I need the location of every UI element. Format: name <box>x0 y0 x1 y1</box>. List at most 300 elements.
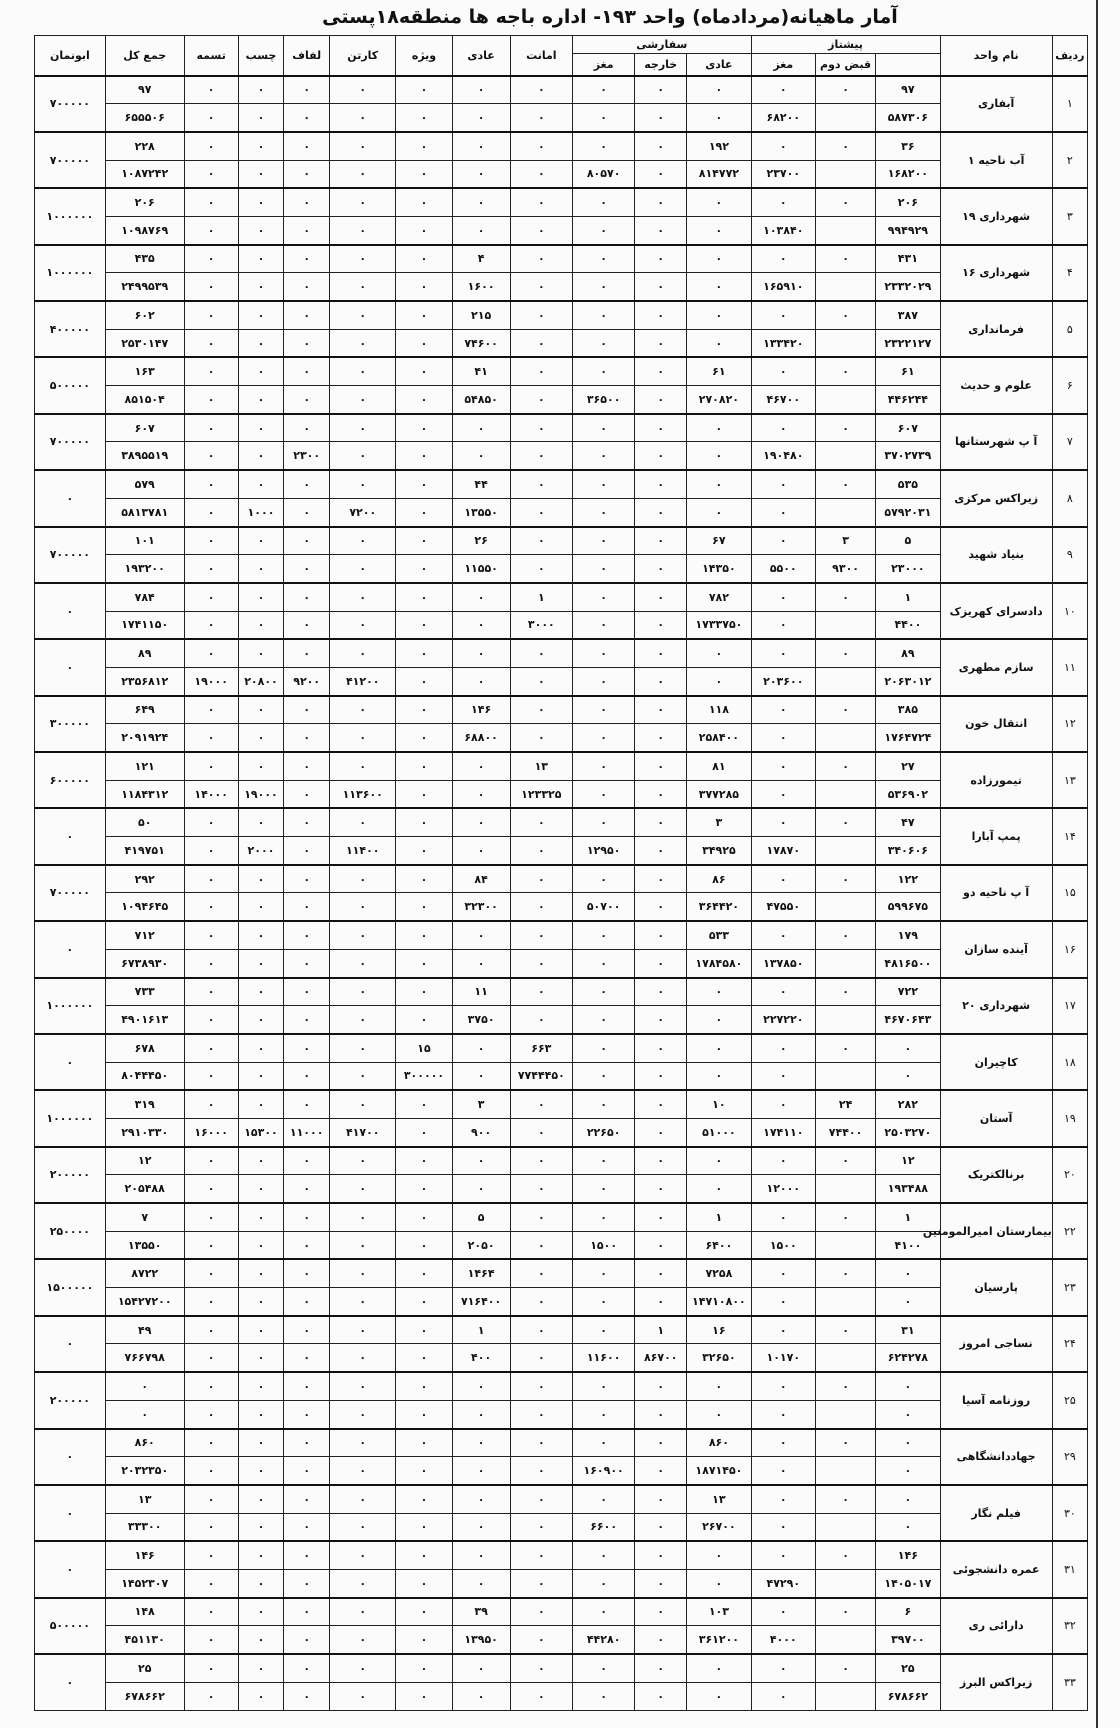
data-cell: ۰ <box>572 132 634 160</box>
data-cell: ۳۷۷۲۸۵ <box>687 780 751 808</box>
data-cell: ۱۴۶ <box>876 1541 940 1569</box>
data-cell: ۹۳۰۰ <box>815 555 875 583</box>
data-cell: ۰ <box>635 780 687 808</box>
data-cell: ۰ <box>184 1682 238 1710</box>
data-cell: ۰ <box>815 978 875 1006</box>
data-cell: ۲۲۸ <box>105 132 184 160</box>
data-cell: ۰ <box>238 1147 284 1175</box>
data-cell: ۰ <box>238 442 284 470</box>
data-cell: ۷۱۶۴۰۰ <box>452 1288 510 1316</box>
data-cell: ۱۹۳۲۰۰ <box>105 555 184 583</box>
data-cell: ۰ <box>105 1372 184 1400</box>
data-cell: ۰ <box>396 978 452 1006</box>
data-cell: ۰ <box>510 329 572 357</box>
data-cell: ۳۳۳۰۰ <box>105 1513 184 1541</box>
data-cell: ۰ <box>572 216 634 244</box>
row-number: ۶ <box>1052 357 1087 413</box>
data-cell: ۵۰۷۰۰ <box>572 893 634 921</box>
data-cell: ۰ <box>687 1372 751 1400</box>
table-row <box>35 1203 1088 1231</box>
data-cell: ۱۰۹۴۶۴۵ <box>105 893 184 921</box>
data-cell: ۰ <box>751 498 815 526</box>
data-cell: ۰ <box>510 1372 572 1400</box>
data-cell: ۱۲۰۰۰ <box>751 1175 815 1203</box>
data-cell: ۷۶۶۷۹۸ <box>105 1344 184 1372</box>
data-cell: ۰ <box>452 1034 510 1062</box>
data-cell: ۱ <box>687 1203 751 1231</box>
data-cell: ۰ <box>238 386 284 414</box>
data-cell: ۰ <box>184 1598 238 1626</box>
data-cell: ۰ <box>687 1400 751 1428</box>
table-row <box>35 1429 1088 1457</box>
data-cell: ۰ <box>635 1569 687 1597</box>
data-cell: ۰ <box>330 1090 396 1118</box>
data-cell: ۰ <box>572 527 634 555</box>
data-cell: ۰ <box>572 273 634 301</box>
data-cell: ۴۱۰۰ <box>876 1231 940 1259</box>
row-number: ۱۴ <box>1052 808 1087 864</box>
unit-name-cell: انتقال خون <box>940 696 1052 752</box>
data-cell: ۰ <box>330 160 396 188</box>
data-cell: ۱۱۶۰۰ <box>572 1344 634 1372</box>
data-cell: ۰ <box>238 1485 284 1513</box>
data-cell: ۱۳۹۵۰ <box>452 1626 510 1654</box>
data-cell: ۰ <box>238 639 284 667</box>
abonman-cell: ۵۰۰۰۰۰ <box>35 1598 106 1654</box>
data-cell: ۰ <box>330 1062 396 1090</box>
data-cell: ۰ <box>815 1598 875 1626</box>
data-cell: ۰ <box>184 752 238 780</box>
unit-name-cell: دارائی ری <box>940 1598 1052 1654</box>
abonman-cell: ۲۵۰۰۰۰ <box>35 1203 106 1259</box>
data-cell: ۰ <box>635 921 687 949</box>
data-cell <box>815 1006 875 1034</box>
data-cell: ۰ <box>572 978 634 1006</box>
header-vizheh: ویژه <box>396 36 452 76</box>
data-cell: ۰ <box>396 752 452 780</box>
row-number: ۲۰ <box>1052 1147 1087 1203</box>
data-cell: ۵۳۳ <box>687 921 751 949</box>
table-row <box>35 780 1088 808</box>
abonman-cell: ۷۰۰۰۰۰ <box>35 76 106 132</box>
data-cell: ۰ <box>330 583 396 611</box>
table-row <box>35 837 1088 865</box>
data-cell: ۵۳۶۹۰۲ <box>876 780 940 808</box>
data-cell: ۸۰۴۴۴۵۰ <box>105 1062 184 1090</box>
data-cell: ۰ <box>635 245 687 273</box>
row-number: ۱۰ <box>1052 583 1087 639</box>
data-cell: ۰ <box>184 808 238 836</box>
table-row <box>35 1147 1088 1175</box>
header-kartan: کارتن <box>330 36 396 76</box>
data-cell: ۰ <box>284 583 330 611</box>
data-cell: ۱۴۸ <box>105 1598 184 1626</box>
data-cell: ۱۳ <box>687 1485 751 1513</box>
unit-name-cell: شهرداری ۲۰ <box>940 978 1052 1034</box>
data-cell: ۰ <box>751 1288 815 1316</box>
data-cell: ۰ <box>284 329 330 357</box>
data-cell: ۴۴ <box>452 470 510 498</box>
data-cell: ۰ <box>751 414 815 442</box>
data-cell: ۰ <box>635 1259 687 1287</box>
data-cell: ۱۱۸ <box>687 696 751 724</box>
data-cell: ۱۶۰۰ <box>452 273 510 301</box>
data-cell <box>815 949 875 977</box>
data-cell: ۰ <box>635 357 687 385</box>
data-cell: ۰ <box>876 1513 940 1541</box>
data-cell: ۸۱ <box>687 752 751 780</box>
table-row <box>35 188 1088 216</box>
data-cell: ۲۶۷۰۰ <box>687 1513 751 1541</box>
data-cell: ۲۰۰۰ <box>238 837 284 865</box>
data-cell: ۰ <box>876 1372 940 1400</box>
data-cell: ۰ <box>105 1400 184 1428</box>
data-cell: ۰ <box>238 978 284 1006</box>
data-cell: ۰ <box>635 1457 687 1485</box>
data-cell: ۰ <box>510 188 572 216</box>
data-cell: ۰ <box>330 893 396 921</box>
unit-name-cell: نساجی امروز <box>940 1316 1052 1372</box>
data-cell: ۰ <box>751 865 815 893</box>
data-cell: ۰ <box>184 555 238 583</box>
data-cell: ۴۴۶۲۴۴ <box>876 386 940 414</box>
data-cell: ۰ <box>184 1034 238 1062</box>
table-row <box>35 1090 1088 1118</box>
data-cell: ۰ <box>330 1006 396 1034</box>
data-cell: ۰ <box>635 1288 687 1316</box>
data-cell <box>815 667 875 695</box>
data-cell: ۳۷۵۰ <box>452 1006 510 1034</box>
unit-name-cell: بنیاد شهید <box>940 527 1052 583</box>
data-cell: ۰ <box>687 301 751 329</box>
data-cell: ۰ <box>238 1259 284 1287</box>
data-cell: ۰ <box>635 696 687 724</box>
data-cell: ۱۵۰۰ <box>572 1231 634 1259</box>
data-cell: ۰ <box>635 724 687 752</box>
data-cell: ۰ <box>330 414 396 442</box>
data-cell: ۰ <box>510 498 572 526</box>
data-cell: ۰ <box>751 696 815 724</box>
data-cell: ۰ <box>687 978 751 1006</box>
data-cell: ۷۸۴ <box>105 583 184 611</box>
data-cell: ۱۴۷۱۰۸۰۰ <box>687 1288 751 1316</box>
data-cell: ۵۷۹۲۰۳۱ <box>876 498 940 526</box>
row-number: ۱۹ <box>1052 1090 1087 1146</box>
data-cell: ۰ <box>687 329 751 357</box>
data-cell: ۴ <box>452 245 510 273</box>
row-number: ۸ <box>1052 470 1087 526</box>
data-cell: ۲۳۳۲۰۲۹ <box>876 273 940 301</box>
data-cell: ۰ <box>184 837 238 865</box>
header-unit-name: نام واحد <box>940 36 1052 76</box>
data-cell: ۰ <box>572 921 634 949</box>
table-row <box>35 160 1088 188</box>
data-cell: ۰ <box>751 1062 815 1090</box>
data-cell: ۱۲ <box>105 1147 184 1175</box>
data-cell: ۱ <box>876 583 940 611</box>
table-row <box>35 1485 1088 1513</box>
data-cell: ۰ <box>396 132 452 160</box>
data-cell: ۰ <box>635 386 687 414</box>
data-cell: ۱۴۵۲۳۰۷ <box>105 1569 184 1597</box>
data-cell: ۰ <box>184 1400 238 1428</box>
data-cell: ۰ <box>396 555 452 583</box>
data-cell: ۰ <box>184 1203 238 1231</box>
data-cell: ۰ <box>815 583 875 611</box>
data-cell: ۰ <box>635 1006 687 1034</box>
data-cell: ۰ <box>330 1203 396 1231</box>
data-cell: ۰ <box>284 470 330 498</box>
data-cell: ۰ <box>284 893 330 921</box>
table-row <box>35 414 1088 442</box>
data-cell: ۰ <box>284 696 330 724</box>
row-number: ۲۵ <box>1052 1372 1087 1428</box>
data-cell: ۱۰۳۸۴۰ <box>751 216 815 244</box>
data-cell: ۱۶۳ <box>105 357 184 385</box>
unit-name-cell: دادسرای کهریزک <box>940 583 1052 639</box>
data-cell: ۳۸۹۵۵۱۹ <box>105 442 184 470</box>
data-cell: ۱۰۳ <box>687 1598 751 1626</box>
data-cell: ۰ <box>815 808 875 836</box>
abonman-cell: ۵۰۰۰۰۰ <box>35 357 106 413</box>
data-cell: ۰ <box>751 752 815 780</box>
table-row <box>35 329 1088 357</box>
data-cell: ۲۶ <box>452 527 510 555</box>
data-cell: ۰ <box>815 921 875 949</box>
data-cell: ۰ <box>510 1090 572 1118</box>
data-cell: ۰ <box>510 1344 572 1372</box>
data-cell: ۰ <box>238 1654 284 1682</box>
data-cell: ۰ <box>510 301 572 329</box>
data-cell: ۰ <box>396 386 452 414</box>
data-cell: ۰ <box>184 639 238 667</box>
data-cell: ۴۶۷۰۰ <box>751 386 815 414</box>
data-cell: ۰ <box>687 1175 751 1203</box>
data-cell: ۷۴۴۰۰ <box>815 1118 875 1146</box>
data-cell: ۰ <box>330 1541 396 1569</box>
data-cell: ۰ <box>635 1513 687 1541</box>
abonman-cell: ۰ <box>35 1541 106 1597</box>
data-cell: ۸۹ <box>105 639 184 667</box>
data-cell: ۰ <box>635 611 687 639</box>
data-cell: ۰ <box>238 1541 284 1569</box>
data-cell: ۰ <box>751 132 815 160</box>
data-cell: ۰ <box>687 104 751 132</box>
data-cell: ۲۰۳۶۰۰ <box>751 667 815 695</box>
data-cell: ۰ <box>184 216 238 244</box>
data-cell: ۲۳۲۲۱۲۷ <box>876 329 940 357</box>
table-row <box>35 1175 1088 1203</box>
header-row-no: ردیف <box>1052 36 1087 76</box>
data-cell: ۰ <box>452 1485 510 1513</box>
statistics-table <box>34 35 1088 1711</box>
data-cell: ۰ <box>396 414 452 442</box>
data-cell: ۰ <box>396 611 452 639</box>
data-cell: ۵۴۸۵۰ <box>452 386 510 414</box>
data-cell: ۰ <box>330 188 396 216</box>
data-cell: ۰ <box>238 724 284 752</box>
data-cell: ۰ <box>815 1485 875 1513</box>
data-cell: ۴۹ <box>105 1316 184 1344</box>
data-cell: ۰ <box>635 837 687 865</box>
data-cell: ۰ <box>238 104 284 132</box>
data-cell: ۶۴۰۰ <box>687 1231 751 1259</box>
data-cell: ۰ <box>184 1175 238 1203</box>
data-cell: ۰ <box>330 808 396 836</box>
data-cell: ۰ <box>284 1006 330 1034</box>
data-cell: ۰ <box>330 386 396 414</box>
data-cell: ۰ <box>572 245 634 273</box>
data-cell: ۰ <box>238 1513 284 1541</box>
data-cell: ۰ <box>815 1316 875 1344</box>
data-cell: ۵ <box>452 1203 510 1231</box>
data-cell: ۰ <box>238 1429 284 1457</box>
data-cell: ۰ <box>396 1626 452 1654</box>
table-row <box>35 1259 1088 1287</box>
data-cell: ۰ <box>635 188 687 216</box>
data-cell: ۰ <box>238 1034 284 1062</box>
data-cell: ۰ <box>396 780 452 808</box>
data-cell: ۰ <box>184 1147 238 1175</box>
data-cell: ۰ <box>751 1147 815 1175</box>
row-number: ۳۱ <box>1052 1541 1087 1597</box>
data-cell: ۶۸۲۰۰ <box>751 104 815 132</box>
data-cell: ۱۲۳۳۲۵ <box>510 780 572 808</box>
data-cell: ۰ <box>284 780 330 808</box>
data-cell: ۰ <box>284 1090 330 1118</box>
data-cell: ۳۱ <box>876 1316 940 1344</box>
data-cell: ۱۳ <box>510 752 572 780</box>
data-cell: ۰ <box>510 978 572 1006</box>
data-cell: ۰ <box>238 160 284 188</box>
data-cell: ۰ <box>687 442 751 470</box>
data-cell: ۰ <box>238 470 284 498</box>
abonman-cell: ۷۰۰۰۰۰ <box>35 527 106 583</box>
data-cell: ۰ <box>815 414 875 442</box>
data-cell: ۰ <box>284 216 330 244</box>
data-cell: ۲۵ <box>876 1654 940 1682</box>
data-cell: ۲۰۵۴۸۸ <box>105 1175 184 1203</box>
data-cell: ۰ <box>184 1062 238 1090</box>
unit-name-cell: زیراکس البرز <box>940 1654 1052 1711</box>
data-cell: ۴۷۲۹۰ <box>751 1569 815 1597</box>
data-cell: ۰ <box>396 76 452 104</box>
table-row <box>35 1654 1088 1682</box>
data-cell: ۱۶۵۹۱۰ <box>751 273 815 301</box>
data-cell: ۰ <box>284 1485 330 1513</box>
data-cell: ۰ <box>510 1316 572 1344</box>
data-cell: ۰ <box>396 921 452 949</box>
data-cell: ۰ <box>687 1654 751 1682</box>
data-cell: ۶۰۷ <box>105 414 184 442</box>
data-cell: ۰ <box>572 1259 634 1287</box>
data-cell: ۰ <box>238 1090 284 1118</box>
data-cell: ۰ <box>452 104 510 132</box>
data-cell: ۰ <box>572 1400 634 1428</box>
data-cell: ۱۰ <box>687 1090 751 1118</box>
data-cell: ۰ <box>815 1372 875 1400</box>
data-cell: ۰ <box>572 752 634 780</box>
data-cell: ۱۶۸۲۰۰ <box>876 160 940 188</box>
data-cell: ۰ <box>238 76 284 104</box>
data-cell: ۰ <box>452 132 510 160</box>
data-cell: ۸۶ <box>687 865 751 893</box>
data-cell: ۰ <box>238 1372 284 1400</box>
unit-name-cell: پارسیان <box>940 1259 1052 1315</box>
data-cell: ۰ <box>396 696 452 724</box>
data-cell: ۰ <box>572 1429 634 1457</box>
data-cell: ۰ <box>284 978 330 1006</box>
data-cell: ۰ <box>510 132 572 160</box>
table-row <box>35 301 1088 329</box>
data-cell: ۰ <box>330 1175 396 1203</box>
data-cell: ۰ <box>452 1400 510 1428</box>
data-cell: ۵۱۰۰۰ <box>687 1118 751 1146</box>
data-cell: ۰ <box>452 188 510 216</box>
data-cell: ۰ <box>635 1682 687 1710</box>
data-cell: ۰ <box>635 1118 687 1146</box>
data-cell: ۰ <box>238 696 284 724</box>
data-cell: ۰ <box>510 837 572 865</box>
data-cell: ۰ <box>238 949 284 977</box>
abonman-cell: ۰ <box>35 583 106 639</box>
abonman-cell: ۲۰۰۰۰۰ <box>35 1372 106 1428</box>
data-cell: ۰ <box>184 865 238 893</box>
data-cell: ۰ <box>184 527 238 555</box>
abonman-cell: ۰ <box>35 1654 106 1711</box>
data-cell: ۰ <box>687 273 751 301</box>
data-cell: ۰ <box>815 752 875 780</box>
data-cell: ۰ <box>815 1541 875 1569</box>
data-cell: ۰ <box>572 470 634 498</box>
data-cell: ۰ <box>635 1147 687 1175</box>
table-row <box>35 583 1088 611</box>
data-cell: ۰ <box>184 160 238 188</box>
data-cell: ۱۷۴۱۱۰ <box>751 1118 815 1146</box>
data-cell: ۰ <box>184 1372 238 1400</box>
header-abonman: ابونمان <box>35 36 106 76</box>
data-cell: ۰ <box>330 527 396 555</box>
unit-name-cell: پمپ آبارا <box>940 808 1052 864</box>
data-cell: ۰ <box>687 470 751 498</box>
data-cell: ۰ <box>635 160 687 188</box>
data-cell: ۰ <box>687 188 751 216</box>
data-cell: ۰ <box>635 893 687 921</box>
data-cell: ۰ <box>876 1062 940 1090</box>
data-cell <box>815 498 875 526</box>
data-cell: ۰ <box>330 1457 396 1485</box>
data-cell: ۰ <box>452 837 510 865</box>
table-row <box>35 921 1088 949</box>
header-adi: عادی <box>452 36 510 76</box>
data-cell: ۷۷۴۴۴۵۰ <box>510 1062 572 1090</box>
data-cell: ۱۶ <box>687 1316 751 1344</box>
data-cell: ۰ <box>184 921 238 949</box>
unit-name-cell: آستان <box>940 1090 1052 1146</box>
header-pishtaz-maghz: مغز <box>751 54 815 76</box>
data-cell: ۰ <box>330 1259 396 1287</box>
data-cell: ۰ <box>635 414 687 442</box>
data-cell: ۰ <box>238 1682 284 1710</box>
data-cell: ۰ <box>452 414 510 442</box>
data-cell: ۰ <box>238 1062 284 1090</box>
data-cell: ۲۲۷۲۲۰ <box>751 1006 815 1034</box>
data-cell: ۰ <box>510 470 572 498</box>
data-cell: ۰ <box>184 470 238 498</box>
data-cell <box>815 1569 875 1597</box>
data-cell: ۶۶۳ <box>510 1034 572 1062</box>
table-row <box>35 132 1088 160</box>
